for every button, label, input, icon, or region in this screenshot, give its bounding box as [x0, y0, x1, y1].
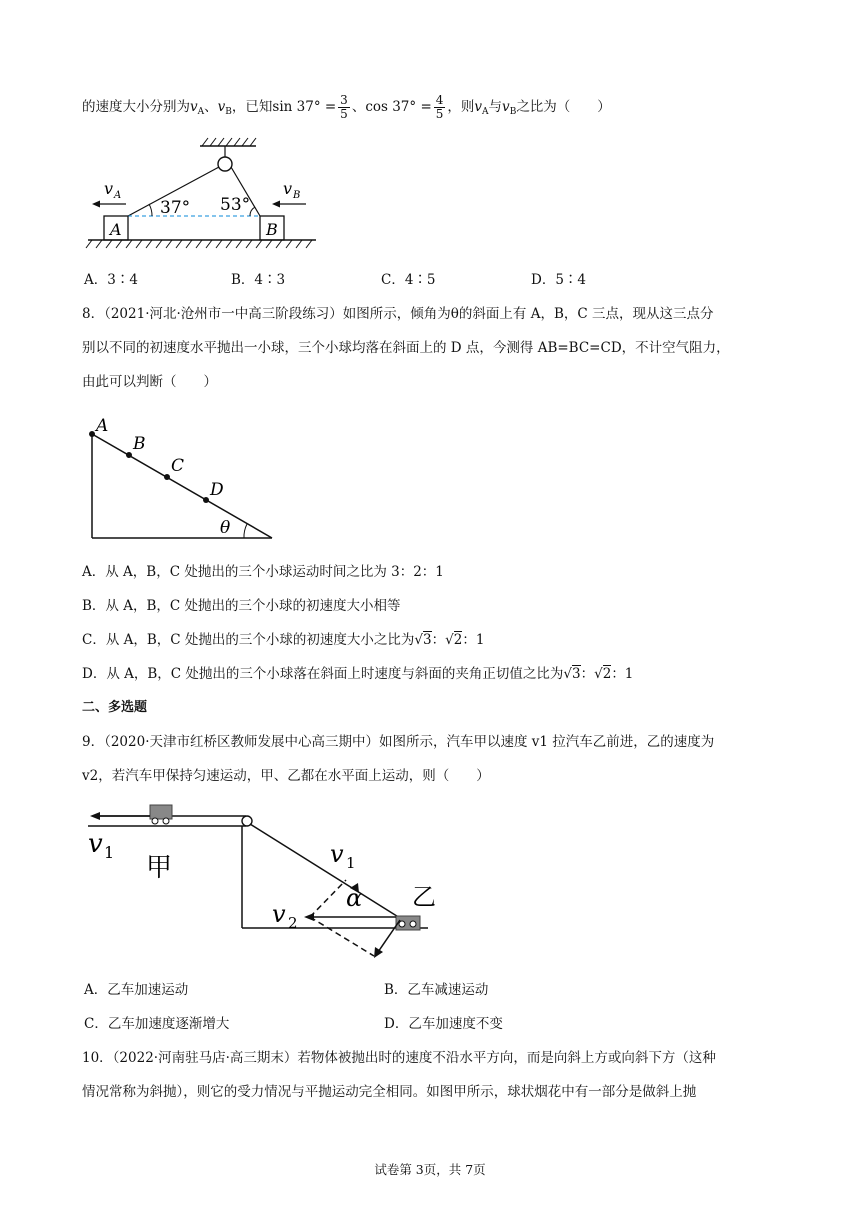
q7-stem-post2: 之比为（ ）: [516, 99, 611, 115]
q9-v1-left: v: [88, 829, 103, 859]
q8-option-c-sqrt2-val: 2: [453, 632, 463, 648]
q8-option-d-colon: ：: [580, 666, 595, 682]
section-multi-choice-heading: 二、多选题: [82, 700, 148, 715]
q7-pulley-figure: [84, 136, 324, 252]
q8-stem-line1: 8．（2021·河北·沧州市一中高三阶段练习）如图所示，倾角为θ的斜面上有 A，B，C 三点，现从这三点分: [82, 306, 714, 322]
q9-stem-line1: 9．（2020·天津市红桥区教师发展中心高三期中）如图所示，汽车甲以速度 v1 拉汽车乙前进，乙的速度为: [82, 734, 715, 750]
q7-va-sub: A: [197, 107, 205, 117]
q7-option-a[interactable]: A．3∶4: [84, 272, 138, 288]
page-footer: 试卷第 3页，共 7页: [374, 1162, 486, 1177]
q7-cos-label: cos 37° =: [365, 99, 432, 115]
q7-stem-and: 与: [488, 99, 503, 115]
q8-option-c-post: ：1: [462, 632, 485, 648]
q8-option-c-sqrt3-val: 3: [423, 632, 432, 648]
q7-stem-text: 的速度大小分别为: [82, 99, 190, 115]
q7-stem: [82, 94, 611, 122]
q7-angle-37: 37°: [160, 198, 191, 218]
q8-option-d-sqrt3-val: 3: [572, 666, 581, 682]
q8-option-d-post: ：1: [611, 666, 634, 682]
q9-v2-sub: 2: [288, 914, 298, 932]
q7-sin-num: 3: [340, 93, 348, 107]
q7-va-sub-2: A: [482, 107, 489, 117]
q9-cars-figure: [84, 800, 444, 964]
q7-option-b[interactable]: B．4∶3: [231, 272, 286, 288]
q8-option-c-text: C．从 A，B，C 处抛出的三个小球的初速度大小之比为: [82, 632, 415, 648]
q8-option-a[interactable]: A．从 A，B，C 处抛出的三个小球运动时间之比为 3：2：1: [82, 564, 444, 580]
q7-sin-fraction: [338, 94, 350, 121]
q7-sin-label: sin 37° =: [272, 99, 337, 115]
q8-option-d-sqrt3: √3: [563, 666, 581, 682]
q8-option-d-sqrt2: √2: [594, 666, 612, 682]
q9-label-jia: 甲: [146, 853, 173, 883]
q7-cos-den: 5: [435, 107, 444, 121]
q8-stem-line2: 别以不同的初速度水平抛出一小球，三个小球均落在斜面上的 D 点，今测得 AB=BC=CD，不计空气阻力，: [82, 340, 730, 356]
q8-option-b[interactable]: B．从 A，B，C 处抛出的三个小球的初速度大小相等: [82, 598, 401, 614]
q8-incline-figure: [82, 412, 282, 544]
q9-label-yi: 乙: [412, 883, 436, 911]
q8-point-c: C: [171, 456, 185, 476]
q8-option-d[interactable]: [82, 664, 633, 684]
q8-point-a: A: [96, 416, 109, 436]
q8-option-d-text: D．从 A，B，C 处抛出的三个小球落在斜面上时速度与斜面的夹角正切值之比为: [82, 666, 564, 682]
q8-theta: θ: [220, 518, 231, 538]
q7-stem-mid: ，已知: [231, 99, 273, 115]
q9-option-c[interactable]: C．乙车加速度逐渐增大: [84, 1016, 230, 1032]
q9-alpha: α: [346, 884, 363, 912]
q7-vb-sub-2: B: [509, 107, 517, 117]
q7-fig-vb: v: [283, 179, 293, 198]
q7-vb-sub: B: [225, 107, 232, 117]
q7-va-2: v: [474, 99, 483, 115]
q7-vb: v: [217, 99, 226, 115]
q7-sep1: 、: [204, 99, 218, 115]
q9-v1-rope: v: [330, 840, 344, 868]
q7-fig-va-sub: A: [114, 190, 122, 201]
q7-cos-fraction: [434, 94, 446, 121]
q8-option-c-sqrt3: √3: [414, 632, 432, 648]
q7-cos-num: 4: [435, 93, 444, 107]
q10-stem-line1: 10．（2022·河南驻马店·高三期末）若物体被抛出时的速度不沿水平方向，而是向斜上方或向斜下方（这种: [82, 1050, 716, 1066]
q7-option-c[interactable]: C．4∶5: [381, 272, 436, 288]
q7-block-a-label: A: [110, 220, 122, 239]
q7-fig-va: v: [104, 179, 114, 198]
q7-sep2: 、: [351, 99, 366, 115]
q10-stem-line2: 情况常称为斜抛），则它的受力情况与平抛运动完全相同。如图甲所示，球状烟花中有一部分是做斜上抛: [82, 1084, 697, 1100]
q9-option-a[interactable]: A．乙车加速运动: [84, 982, 189, 998]
q7-angle-53: 53°: [220, 195, 251, 215]
q9-stem-line2: v2，若汽车甲保持匀速运动，甲、乙都在水平面上运动，则（ ）: [82, 768, 490, 784]
q9-option-d[interactable]: D．乙车加速度不变: [384, 1016, 503, 1032]
q7-sin-den: 5: [340, 107, 348, 121]
q9-v1-rope-sub: 1: [346, 854, 356, 872]
q8-stem-line3: 由此可以判断（ ）: [82, 374, 217, 390]
q7-option-d[interactable]: D．5∶4: [531, 272, 587, 288]
q7-fig-vb-sub: B: [293, 190, 301, 201]
q7-va: v: [190, 99, 198, 115]
q8-point-d: D: [210, 480, 224, 500]
q9-option-b[interactable]: B．乙车减速运动: [384, 982, 489, 998]
q9-v2: v: [272, 900, 286, 928]
q7-vb-2: v: [502, 99, 510, 115]
q9-v1-left-sub: 1: [104, 843, 115, 862]
q8-option-c-colon: ：: [431, 632, 446, 648]
q8-option-c-sqrt2: √2: [445, 632, 463, 648]
q8-option-c[interactable]: [82, 630, 484, 650]
q7-stem-post1: ，则: [447, 99, 475, 115]
q8-point-b: B: [133, 434, 146, 454]
q8-option-d-sqrt2-val: 2: [602, 666, 612, 682]
q7-block-b-label: B: [266, 220, 278, 239]
